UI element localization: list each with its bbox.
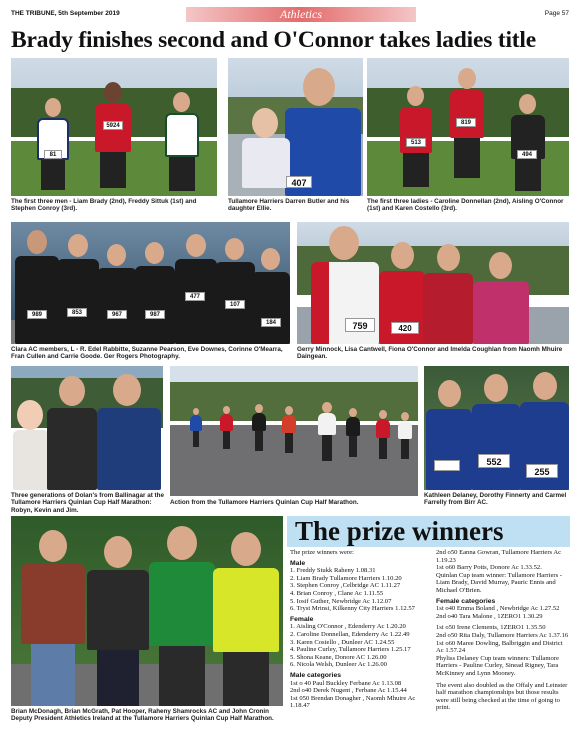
bib: 967 — [107, 310, 127, 319]
result-line: 4. Brian Conroy , Clane Ac 1.11.55 — [290, 589, 384, 597]
caption-birr-ac: Kathleen Delaney, Dorothy Finnerty and Carmel Farrelly from Birr AC. — [424, 492, 567, 507]
page-number: Page 57 — [544, 10, 569, 17]
bib: 819 — [456, 118, 476, 127]
bib: 477 — [185, 292, 205, 301]
headline: Brady finishes second and O'Connor takes ladies title — [11, 27, 536, 53]
result-line: The prize winners were: — [290, 549, 354, 556]
bib: 81 — [44, 150, 62, 159]
category-heading: Female — [290, 615, 314, 623]
result-line: 6. Nicola Welsh, Dunleer Ac 1.26.00 — [290, 661, 387, 669]
masthead — [11, 7, 569, 23]
result-line: 1st o60 Maree Dowling, Balbriggin and District Ac 1.57.24 — [436, 639, 563, 655]
caption-naomh-mhuire: Gerry Minnock, Lisa Cantwell, Fiona O'Connor and Imelda Coughlan from Naomh Mhuire Daingean. — [297, 346, 563, 361]
bib: 420 — [391, 322, 419, 334]
category-heading: Female categories — [436, 597, 496, 605]
photo-naomh-mhuire — [297, 222, 569, 344]
paper-date: THE TRIBUNE, 5th September 2019 — [11, 10, 120, 17]
result-line: The event also doubled as the Offaly and Leinster half marathon championships but those results were still being checked at the time of going to print. — [436, 681, 568, 712]
category-heading: Male categories — [290, 671, 341, 679]
bib: 107 — [225, 300, 245, 309]
result-line: 2nd o50 Eanna Gowran, Tullamore Harriers Ac 1.19.23 — [436, 549, 562, 564]
photo-officials — [11, 516, 283, 706]
bib: 5924 — [103, 121, 123, 130]
section-label: Athletics — [280, 7, 322, 21]
result-line: 1st o50 Irene Clements, 1ZERO1 1.35.50 — [436, 624, 546, 632]
result-line: 3. Stephen Conroy ,Celbridge AC 1.11.27 — [290, 582, 401, 590]
result-line: 1st o 40 Paul Buckley Ferbane Ac 1.13.08 — [290, 679, 402, 687]
bib: 853 — [67, 308, 87, 317]
result-line: 1st o60 Barry Potts, Donore Ac 1.33.52. — [436, 564, 542, 572]
photo-top-ladies — [367, 58, 569, 196]
photo-race-action — [170, 366, 418, 496]
photo-dolans — [11, 366, 163, 490]
caption-butler-family: Tullamore Harriers Darren Butler and his daughter Ellie. — [228, 198, 350, 213]
result-line: 4. Pauline Curley, Tullamore Harriers 1.25.17 — [290, 646, 411, 654]
category-heading: Male — [290, 559, 306, 567]
result-line: 2nd o40 Tara Malone , 1ZERO1 1.30.29 — [436, 612, 543, 620]
bib: 552 — [478, 454, 510, 468]
caption-officials: Brian McDonagh, Brian McGrath, Pat Hooper, Raheny Shamrocks AC and John Cronin Deputy President Athletics Ireland at the Tullamore Harriers Quinlan Cup Half Marathon. — [11, 708, 274, 723]
bib: 494 — [517, 150, 537, 159]
caption-race-action: Action from the Tullamore Harriers Quinlan Cup Half Marathon. — [170, 499, 359, 506]
photo-butler-family — [228, 58, 363, 196]
result-line: 1. Aisling O'Connor , Edenderry Ac 1.20.20 — [290, 623, 406, 631]
bib: 184 — [261, 318, 281, 327]
result-line: 3. Karen Costello , Dunleer AC 1.24.55 — [290, 638, 395, 646]
result-line: 2nd o40 Derek Nugent , Ferbane Ac 1.15.44 — [290, 687, 407, 695]
caption-top-ladies: The first three ladies - Caroline Donnellan (2nd), Aisling O'Connor (1st) and Karen Costello (3rd). — [367, 198, 564, 213]
section-banner — [186, 7, 416, 22]
result-line: 5. Iosif Guther, Newbridge Ac 1.12.07 — [290, 597, 392, 605]
result-line: 2. Caroline Donnellan, Edenderry Ac 1.22.49 — [290, 630, 410, 638]
prize-winners-heading: The prize winners — [287, 516, 570, 547]
bib — [434, 460, 460, 471]
result-line: 1st 050 Brendan Donagher , Naomh Mhuire Ac 1.18.47 — [290, 694, 416, 710]
prize-list-left — [290, 549, 422, 710]
result-line: 2. Liam Brady Tullamore Harriers 1.10.20 — [290, 574, 402, 582]
caption-top-men: The first three men - Liam Brady (2nd), Freddy Sittuk (1st) and Stephen Conroy (3rd). — [11, 198, 197, 213]
result-line: 1. Freddy Stukk Raheny 1.08.31 — [290, 567, 376, 575]
result-line: 1st o40 Emma Boland , Newbridge Ac 1.27.52 — [436, 605, 560, 613]
caption-dolans: Three generations of Dolan's from Ballinagar at the Tullamore Harriers Quinlan Cup Half Marathon: Robyn, Kevin and Jim. — [11, 492, 165, 514]
result-line: Quinlan Cup team winner: Tullamore Harriers - Liam Brady, David Murray, Pauric Ennis and Michael O'Brien. — [436, 571, 562, 594]
result-line: 5. Shona Keane, Donore AC 1.26.00 — [290, 653, 387, 661]
bib: 989 — [27, 310, 47, 319]
bib: 987 — [145, 310, 165, 319]
result-line: 6. Tryst Mrinsi, Kilkenny City Harriers 1.12.57 — [290, 605, 415, 613]
bib: 513 — [406, 138, 426, 147]
bib: 407 — [286, 176, 312, 188]
photo-top-men — [11, 58, 217, 196]
bib: 759 — [345, 318, 375, 332]
bib: 255 — [526, 464, 558, 478]
caption-clara-ac: Clara AC members, L - R. Edel Rabbitte, Suzanne Pearson, Eve Downes, Corinne O'Mearra, Fran Cullen and Carrie Goode. Ger Rogers Photography. — [11, 346, 283, 361]
prize-list-right — [436, 549, 570, 712]
result-line: Phyliss Delaney Cup team winners: Tullamore Harriers - Pauline Curley, Sinead Rigney, Tara McKinney and Lynn Mooney. — [436, 654, 559, 677]
photo-clara-ac — [11, 222, 290, 344]
photo-birr-ac — [424, 366, 569, 490]
result-line: 2nd o50 Rita Daly, Tullamore Harriers Ac 1.37.16 — [436, 631, 569, 639]
